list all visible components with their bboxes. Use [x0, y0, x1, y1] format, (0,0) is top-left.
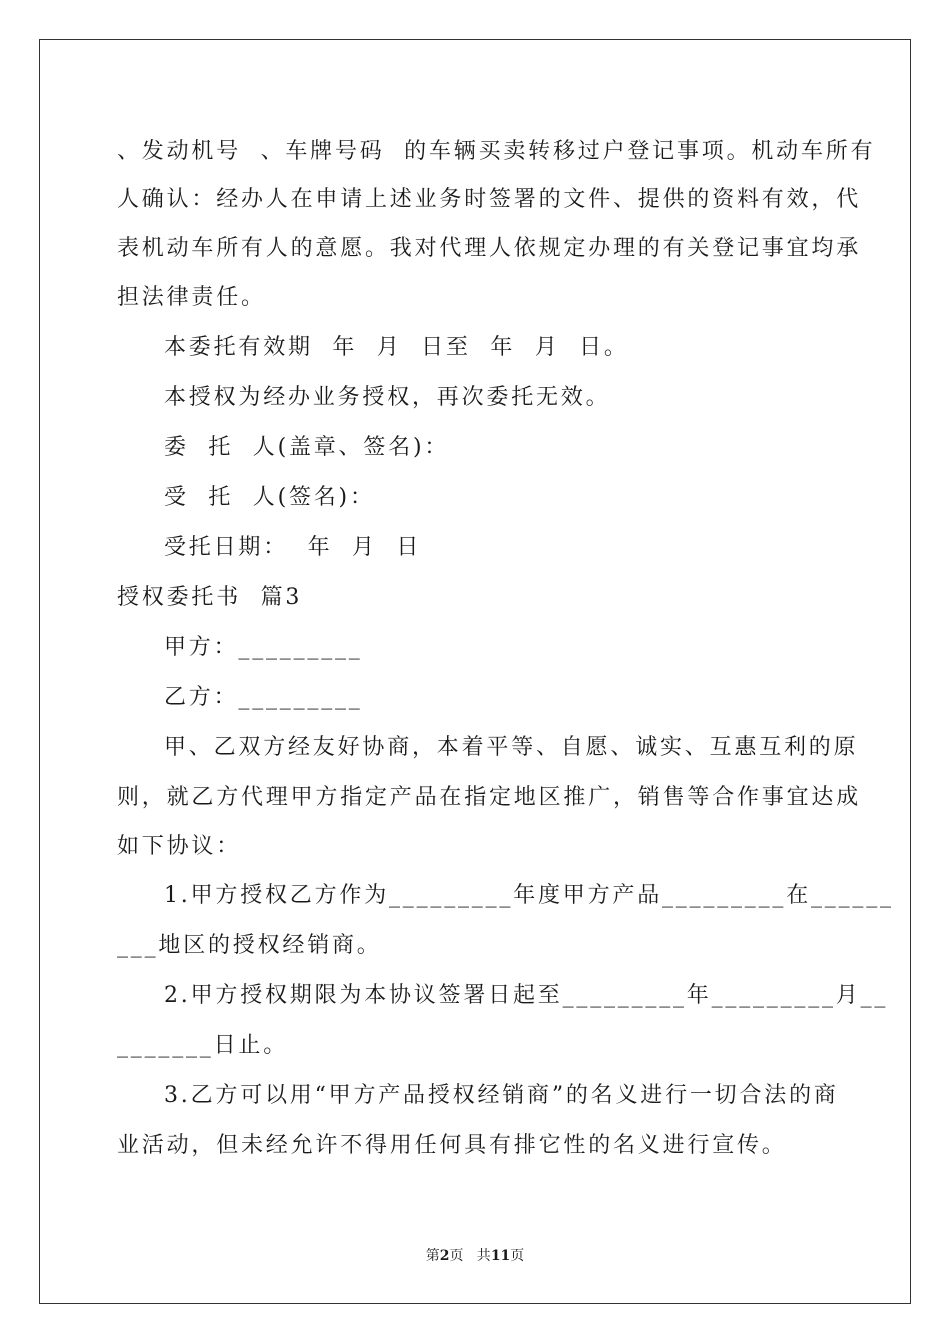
- clause-2: 2.甲方授权期限为本协议签署日起至_________年_________月__: [164, 983, 889, 1008]
- text-line: 如下协议：: [117, 834, 242, 859]
- text-line: 受托日期： 年 月 日: [164, 535, 422, 560]
- text-line: 甲、乙双方经友好协商，本着平等、自愿、诚实、互惠互利的原: [164, 735, 859, 760]
- text-line: _______日止。: [117, 1033, 289, 1058]
- text-line: 、发动机号 、车牌号码 的车辆买卖转移过户登记事项。机动车所有: [117, 139, 876, 164]
- text-line: 本委托有效期 年 月 日至 年 月 日。: [164, 335, 629, 360]
- page-border: [39, 39, 911, 1304]
- text-line: 委 托 人(盖章、签名)：: [164, 435, 450, 460]
- party-a-line: 甲方：_________: [164, 635, 363, 660]
- clause-3: 3.乙方可以用“甲方产品授权经销商”的名义进行一切合法的商: [164, 1083, 839, 1108]
- section-heading: 授权委托书 篇3: [117, 585, 303, 610]
- text-line: 表机动车所有人的意愿。我对代理人依规定办理的有关登记事宜均承: [117, 236, 862, 261]
- text-line: 本授权为经办业务授权，再次委托无效。: [164, 385, 611, 410]
- page-current: 2: [439, 1248, 450, 1264]
- clause-1: 1.甲方授权乙方作为_________年度甲方产品_________在______: [164, 883, 894, 908]
- text-line: 则，就乙方代理甲方指定产品在指定地区推广，销售等合作事宜达成: [117, 785, 862, 810]
- page-mid: 页 共: [449, 1248, 491, 1264]
- text-line: ___地区的授权经销商。: [117, 933, 382, 958]
- text-line: 业活动，但未经允许不得用任何具有排它性的名义进行宣传。: [117, 1133, 787, 1158]
- text-line: 人确认：经办人在申请上述业务时签署的文件、提供的资料有效，代: [117, 187, 862, 212]
- party-b-line: 乙方：_________: [164, 685, 363, 710]
- page-prefix: 第: [425, 1248, 440, 1264]
- text-line: 担法律责任。: [117, 285, 266, 310]
- page-suffix: 页: [510, 1248, 525, 1264]
- page-total: 11: [490, 1248, 511, 1264]
- page-footer: [0, 1245, 950, 1265]
- text-line: 受 托 人(签名)：: [164, 485, 375, 510]
